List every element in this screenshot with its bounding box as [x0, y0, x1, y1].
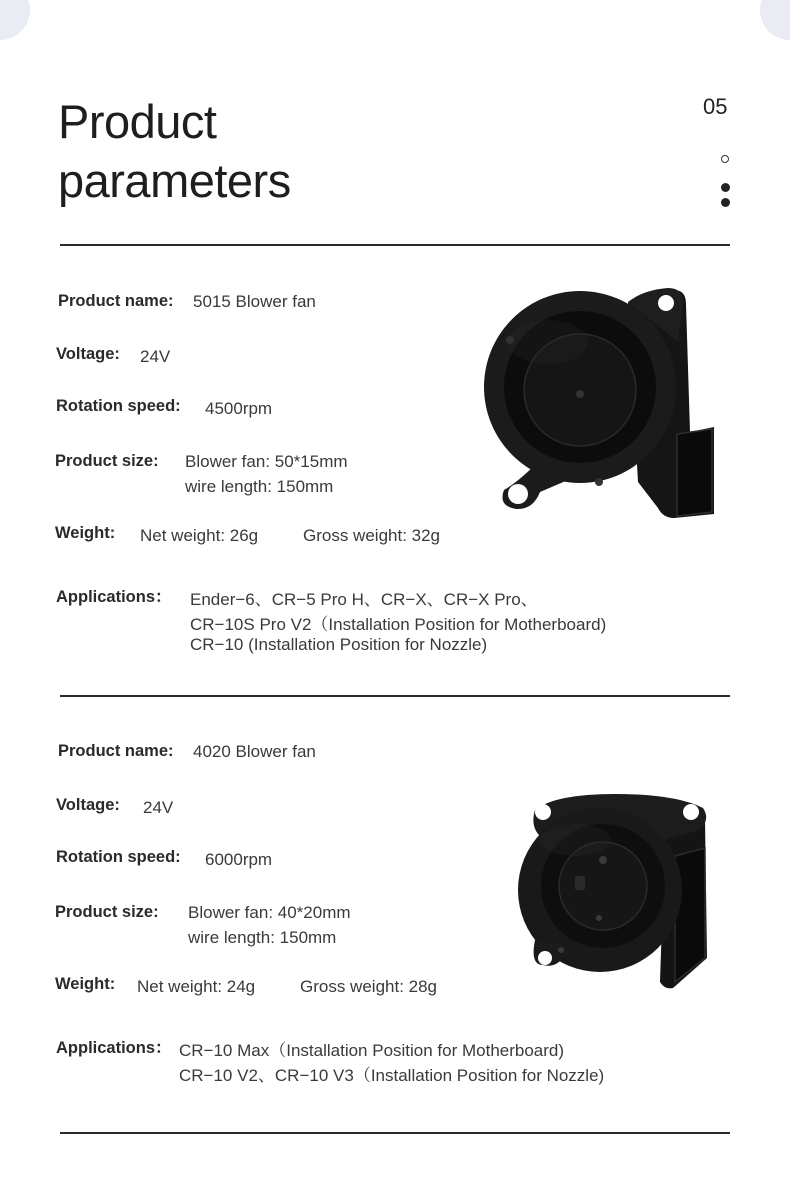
voltage-value: 24V [140, 347, 171, 366]
divider [60, 244, 730, 246]
corner-decoration-left [0, 0, 30, 40]
page-number: 05 [703, 94, 728, 119]
application-line: CR−10S Pro V2（Installation Position for Motherboard) [190, 615, 607, 634]
application-line: Ender−6、CR−5 Pro H、CR−X、CR−X Pro、 [190, 590, 538, 609]
page-title-line-2: parameters [58, 154, 291, 207]
solid-dot-icon [721, 183, 730, 192]
blower-fan-5015-image [478, 282, 723, 522]
page-title-line-1: Product [58, 95, 217, 148]
application-line: CR−10 Max（Installation Position for Motherboard) [179, 1041, 565, 1060]
product-size-value: Blower fan: 50*15mm [185, 452, 348, 471]
application-line: CR−10 (Installation Position for Nozzle) [190, 635, 488, 654]
voltage-label: Voltage: [56, 796, 120, 814]
net-weight-value: Net weight: 26g [140, 526, 259, 545]
weight-label: Weight: [55, 975, 116, 993]
wire-length-value: wire length: 150mm [185, 477, 334, 496]
net-weight-value: Net weight: 24g [137, 977, 256, 996]
gross-weight-value: Gross weight: 28g [300, 977, 438, 996]
product-name-label: Product name: [58, 742, 174, 760]
hollow-dot-icon [721, 155, 729, 163]
weight-label: Weight: [55, 524, 116, 542]
applications-label: Applications： [56, 588, 172, 606]
product-name-value: 5015 Blower fan [193, 292, 316, 311]
product-name-label: Product name: [58, 292, 174, 310]
wire-length-value: wire length: 150mm [188, 928, 337, 947]
rotation-speed-value: 4500rpm [205, 399, 273, 418]
product-name-value: 4020 Blower fan [193, 742, 316, 761]
voltage-label: Voltage: [56, 345, 120, 363]
product-size-value: Blower fan: 40*20mm [188, 903, 351, 922]
rotation-speed-value: 6000rpm [205, 850, 273, 869]
divider [60, 695, 730, 697]
product-size-label: Product size: [55, 452, 159, 470]
page-title [58, 92, 291, 210]
divider [60, 1132, 730, 1134]
application-line: CR−10 V2、CR−10 V3（Installation Position for Nozzle) [179, 1066, 605, 1085]
corner-decoration-right [760, 0, 790, 40]
product-size-label: Product size: [55, 903, 159, 921]
applications-label: Applications： [56, 1039, 172, 1057]
rotation-speed-label: Rotation speed: [56, 397, 181, 415]
solid-dot-icon [721, 198, 730, 207]
gross-weight-value: Gross weight: 32g [303, 526, 441, 545]
voltage-value: 24V [143, 798, 174, 817]
rotation-speed-label: Rotation speed: [56, 848, 181, 866]
blower-fan-4020-image [515, 790, 715, 995]
